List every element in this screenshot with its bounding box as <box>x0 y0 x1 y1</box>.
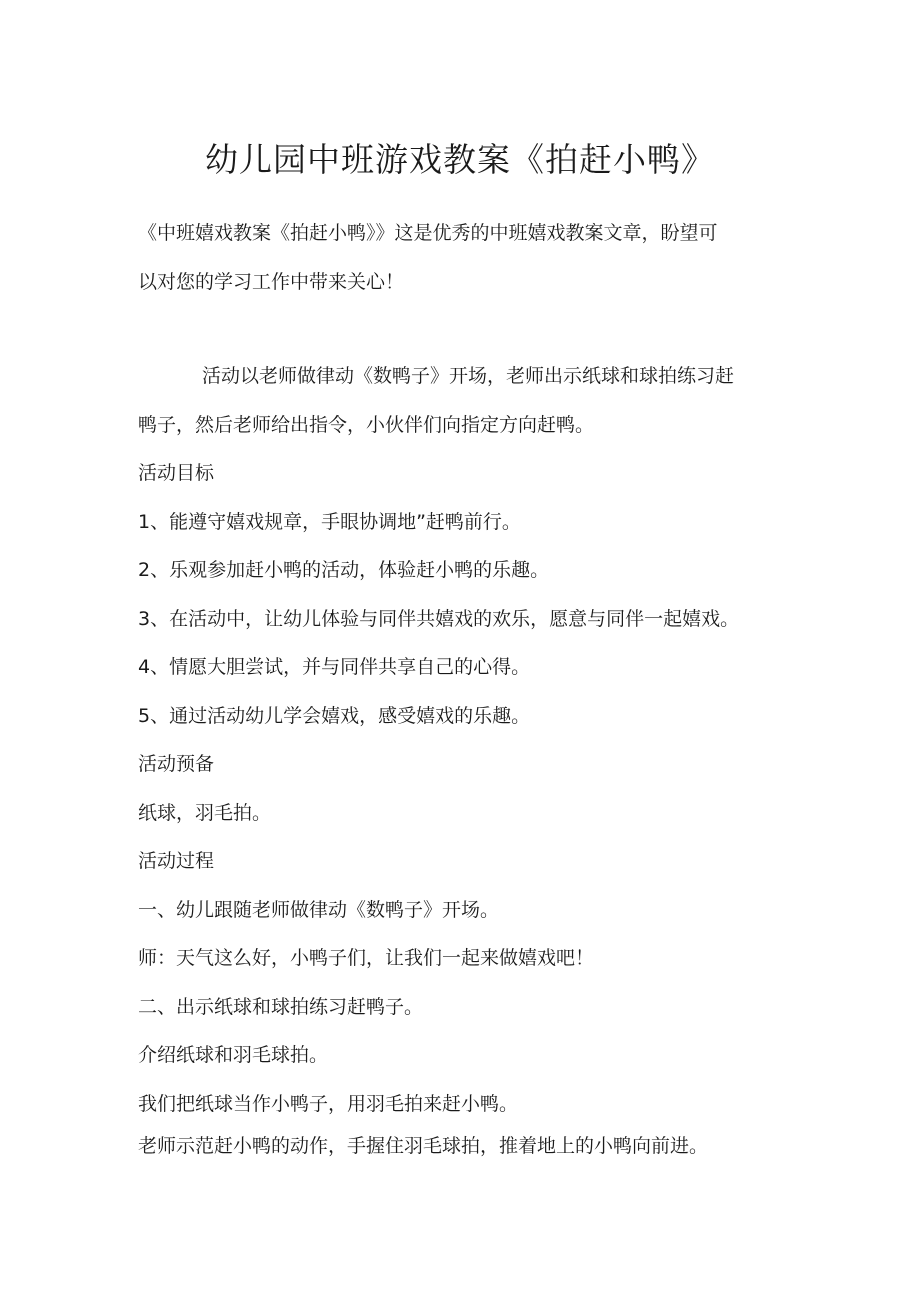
document-title: 幼儿园中班游戏教案《拍赶小鸭》 <box>205 140 715 179</box>
summary-line-1: 活动以老师做律动《数鸭子》开场，老师出示纸球和球拍练习赶 <box>202 365 735 387</box>
process-item: 一、幼儿跟随老师做律动《数鸭子》开场。 <box>138 899 500 921</box>
process-item: 我们把纸球当作小鸭子，用羽毛拍来赶小鸭。 <box>138 1093 519 1115</box>
process-item: 老师示范赶小鸭的动作，手握住羽毛球拍，推着地上的小鸭向前进。 <box>138 1135 709 1157</box>
process-item: 二、出示纸球和球拍练习赶鸭子。 <box>138 996 424 1018</box>
goal-item: 3、在活动中，让幼儿体验与同伴共嬉戏的欢乐，愿意与同伴一起嬉戏。 <box>138 608 740 630</box>
goal-item: 4、情愿大胆尝试，并与同伴共享自己的心得。 <box>138 656 531 678</box>
process-heading: 活动过程 <box>138 850 215 872</box>
process-item: 师：天气这么好，小鸭子们，让我们一起来做嬉戏吧！ <box>138 947 595 969</box>
goal-item: 1、能遵守嬉戏规章，手眼协调地”赶鸭前行。 <box>138 511 521 533</box>
goal-item: 5、通过活动幼儿学会嬉戏，感受嬉戏的乐趣。 <box>138 705 531 727</box>
goals-heading: 活动目标 <box>138 462 215 484</box>
prep-text: 纸球，羽毛拍。 <box>138 802 272 824</box>
process-item: 介绍纸球和羽毛球拍。 <box>138 1044 329 1066</box>
goal-item: 2、乐观参加赶小鸭的活动，体验赶小鸭的乐趣。 <box>138 559 550 581</box>
summary-line-2: 鸭子，然后老师给出指令，小伙伴们向指定方向赶鸭。 <box>138 414 595 436</box>
prep-heading: 活动预备 <box>138 753 215 775</box>
intro-line-2: 以对您的学习工作中带来关心！ <box>138 271 405 293</box>
intro-line-1: 《中班嬉戏教案《拍赶小鸭》》这是优秀的中班嬉戏教案文章，盼望可 <box>138 222 718 244</box>
